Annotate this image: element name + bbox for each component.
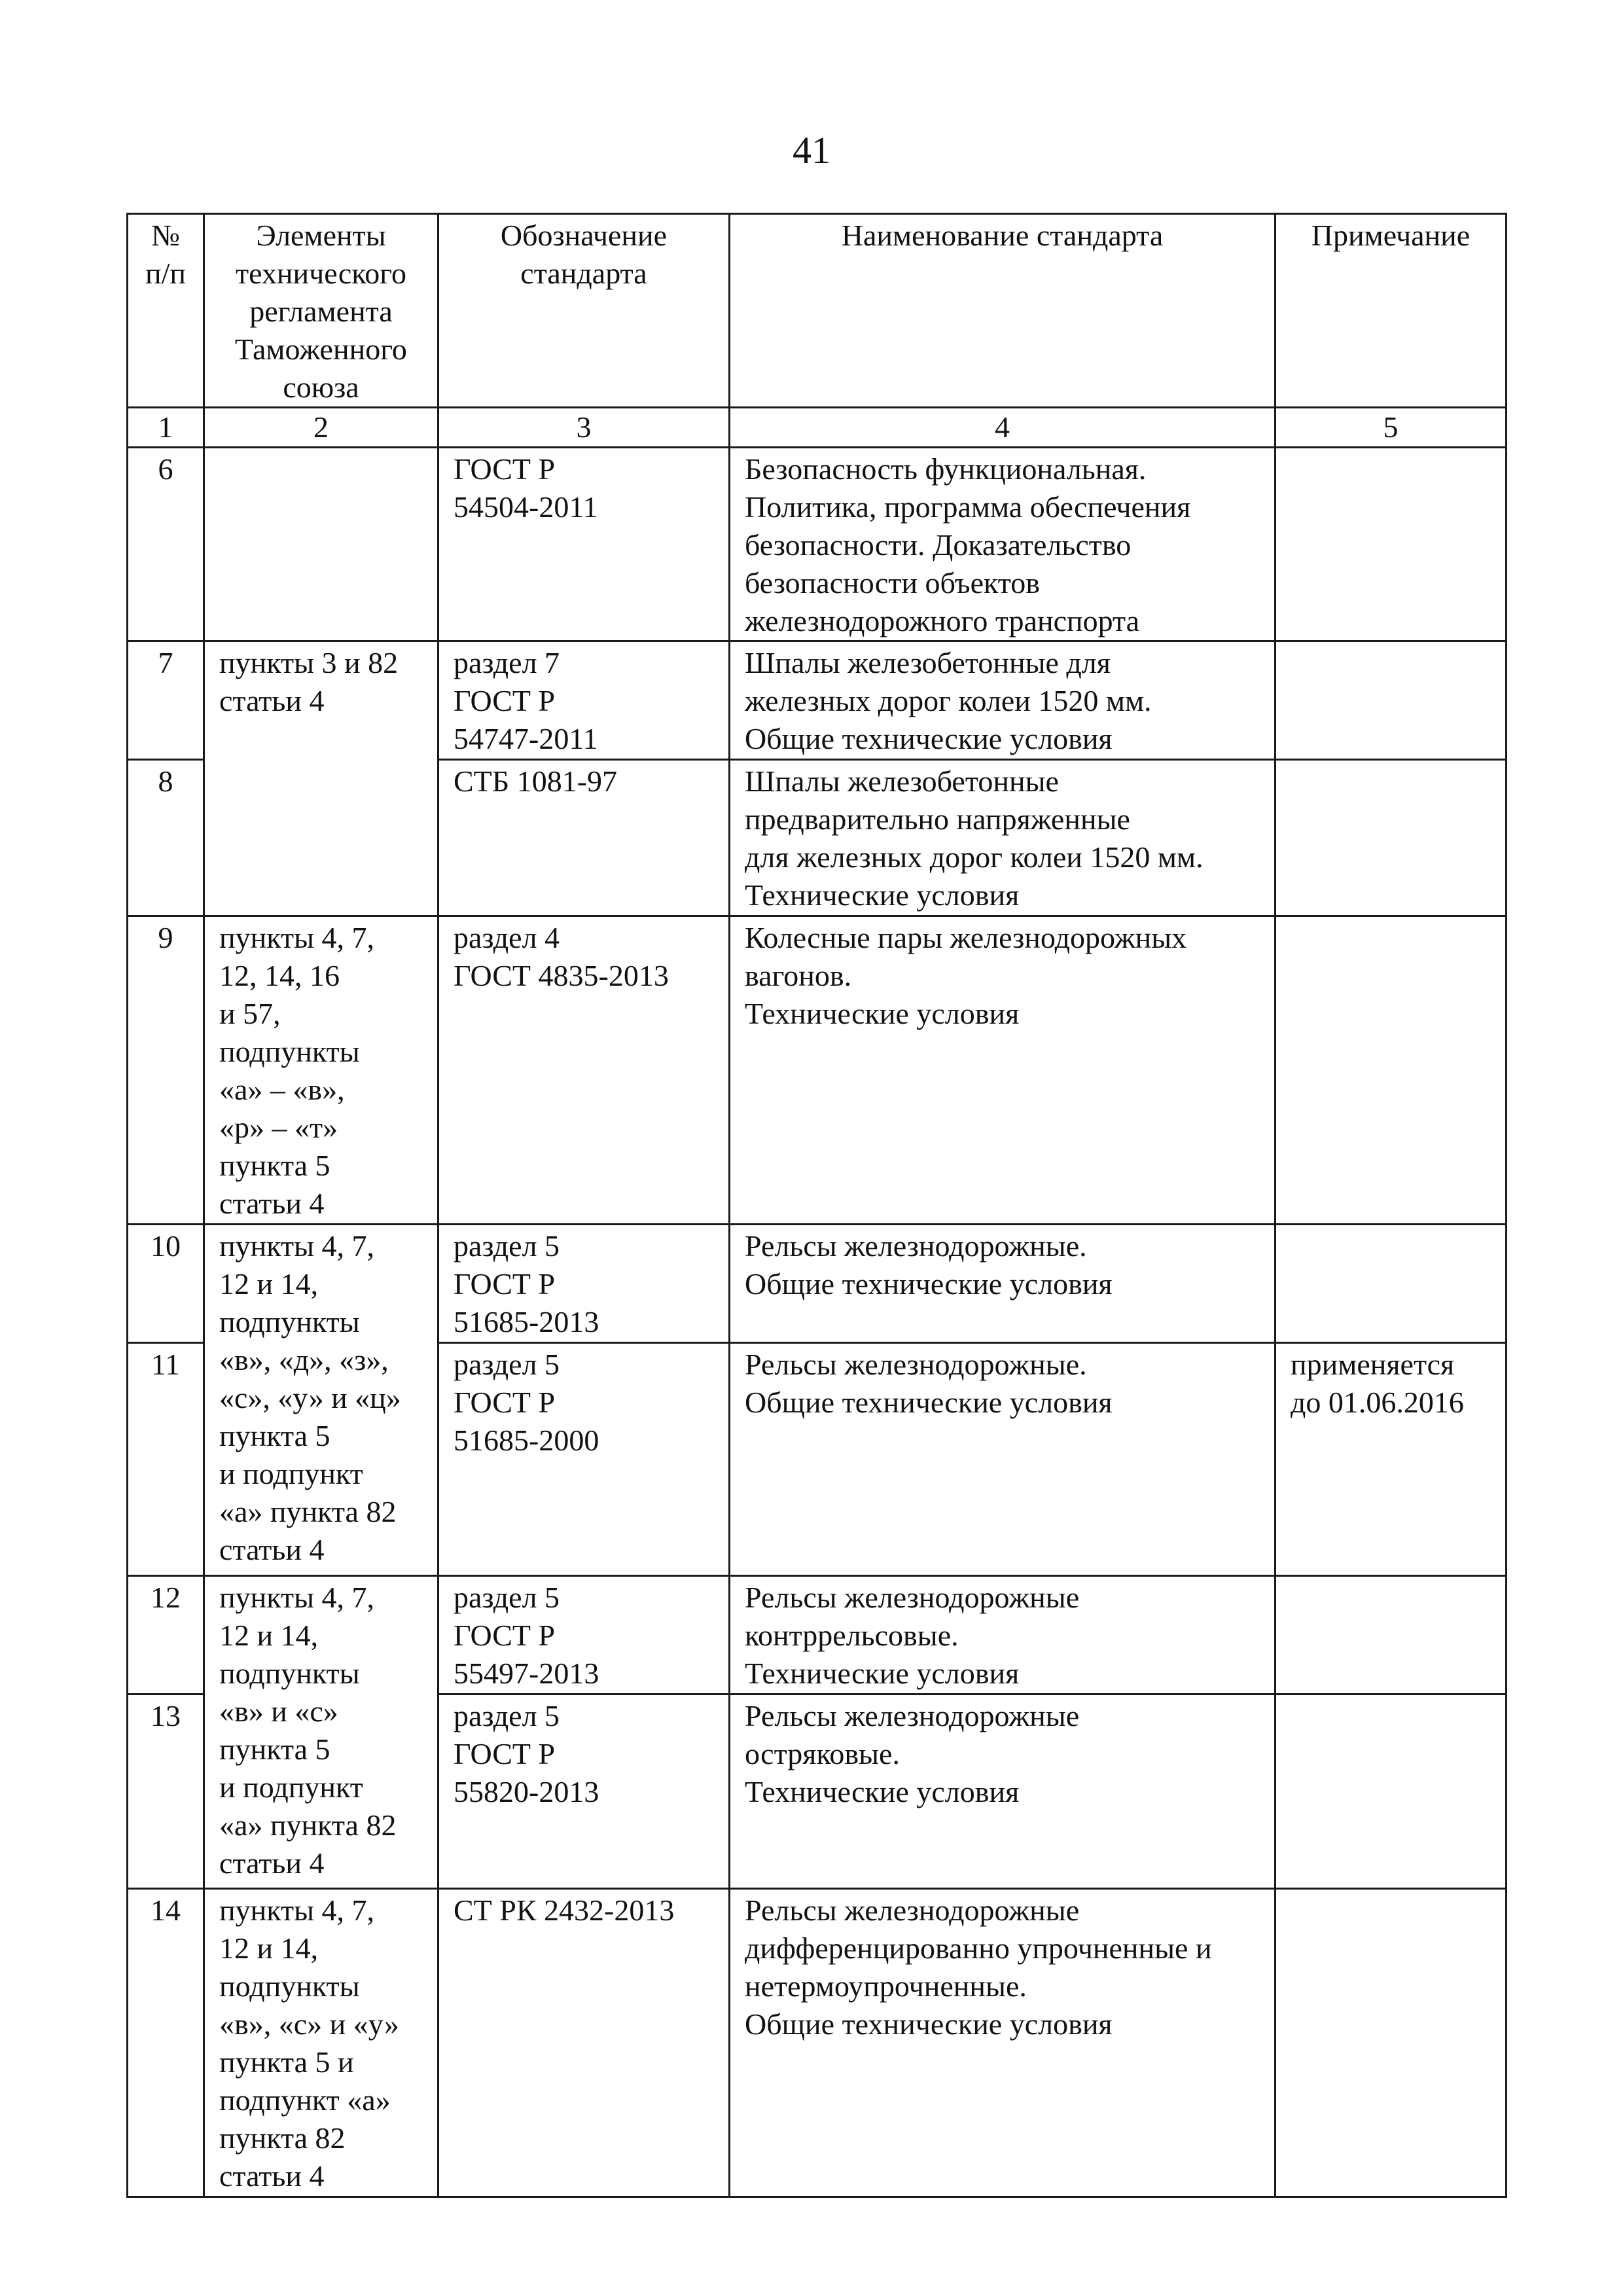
column-number: 2 (204, 408, 438, 448)
page-number: 41 (793, 129, 830, 171)
row-note (1275, 1576, 1507, 1695)
header-designation: Обозначение стандарта (438, 214, 730, 408)
row-note (1275, 760, 1507, 916)
row-number: 7 (128, 641, 204, 760)
table-row (128, 916, 1507, 1225)
row-note (1275, 1889, 1507, 2197)
row-elements: пункты 4, 7, 12 и 14, подпункты «в», «д», «з», «с», «у» и «ц» пункта 5 и подпункт «а» пункта 82 статьи 4 (204, 1225, 438, 1576)
row-standard-name: Рельсы железнодорожные. Общие технические условия (730, 1343, 1275, 1576)
row-number: 14 (128, 1889, 204, 2197)
row-designation: СТ РК 2432-2013 (438, 1889, 730, 2197)
row-elements (204, 448, 438, 641)
row-note (1275, 916, 1507, 1225)
row-number: 11 (128, 1343, 204, 1576)
row-note: применяется до 01.06.2016 (1275, 1343, 1507, 1576)
row-designation: раздел 7 ГОСТ Р 54747-2011 (438, 641, 730, 760)
row-designation: раздел 5 ГОСТ Р 55820-2013 (438, 1695, 730, 1889)
header-number: № п/п (128, 214, 204, 408)
header-elements: Элементы технического регламента Таможенного союза (204, 214, 438, 408)
row-designation: СТБ 1081-97 (438, 760, 730, 916)
column-number: 1 (128, 408, 204, 448)
row-note (1275, 448, 1507, 641)
row-designation: ГОСТ Р 54504-2011 (438, 448, 730, 641)
row-number: 13 (128, 1695, 204, 1889)
row-elements: пункты 4, 7, 12, 14, 16 и 57, подпункты «а» – «в», «р» – «т» пункта 5 статьи 4 (204, 916, 438, 1225)
row-standard-name: Рельсы железнодорожные. Общие технические условия (730, 1225, 1275, 1343)
header-standard-name: Наименование стандарта (730, 214, 1275, 408)
column-number: 4 (730, 408, 1275, 448)
column-number: 3 (438, 408, 730, 448)
row-note (1275, 1695, 1507, 1889)
column-number-row (128, 408, 1507, 448)
row-elements: пункты 4, 7, 12 и 14, подпункты «в», «с» и «у» пункта 5 и подпункт «а» пункта 82 статьи 4 (204, 1889, 438, 2197)
table-row (128, 1225, 1507, 1343)
row-standard-name: Шпалы железобетонные предварительно напряженные для железных дорог колеи 1520 мм. Технические условия (730, 760, 1275, 916)
row-standard-name: Шпалы железобетонные для железных дорог колеи 1520 мм. Общие технические условия (730, 641, 1275, 760)
row-number: 9 (128, 916, 204, 1225)
row-number: 12 (128, 1576, 204, 1695)
table-row (128, 448, 1507, 641)
row-number: 10 (128, 1225, 204, 1343)
table-row (128, 641, 1507, 760)
row-designation: раздел 5 ГОСТ Р 55497-2013 (438, 1576, 730, 1695)
row-standard-name: Безопасность функциональная. Политика, программа обеспечения безопасности. Доказательство безопасности объектов железнодорожного транспорта (730, 448, 1275, 641)
row-note (1275, 641, 1507, 760)
header-note: Примечание (1275, 214, 1507, 408)
row-designation: раздел 5 ГОСТ Р 51685-2013 (438, 1225, 730, 1343)
row-standard-name: Рельсы железнодорожные контррельсовые. Технические условия (730, 1576, 1275, 1695)
row-number: 8 (128, 760, 204, 916)
row-number: 6 (128, 448, 204, 641)
row-elements: пункты 3 и 82 статьи 4 (204, 641, 438, 916)
row-standard-name: Колесные пары железнодорожных вагонов. Технические условия (730, 916, 1275, 1225)
standards-table (126, 213, 1507, 2198)
row-designation: раздел 5 ГОСТ Р 51685-2000 (438, 1343, 730, 1576)
table-row (128, 1576, 1507, 1695)
row-note (1275, 1225, 1507, 1343)
row-designation: раздел 4 ГОСТ 4835-2013 (438, 916, 730, 1225)
column-number: 5 (1275, 408, 1507, 448)
row-elements: пункты 4, 7, 12 и 14, подпункты «в» и «с» пункта 5 и подпункт «а» пункта 82 статьи 4 (204, 1576, 438, 1889)
row-standard-name: Рельсы железнодорожные остряковые. Технические условия (730, 1695, 1275, 1889)
table-header-row (128, 214, 1507, 408)
table-row (128, 1889, 1507, 2197)
row-standard-name: Рельсы железнодорожные дифференцированно упрочненные и нетермоупрочненные. Общие технические условия (730, 1889, 1275, 2197)
